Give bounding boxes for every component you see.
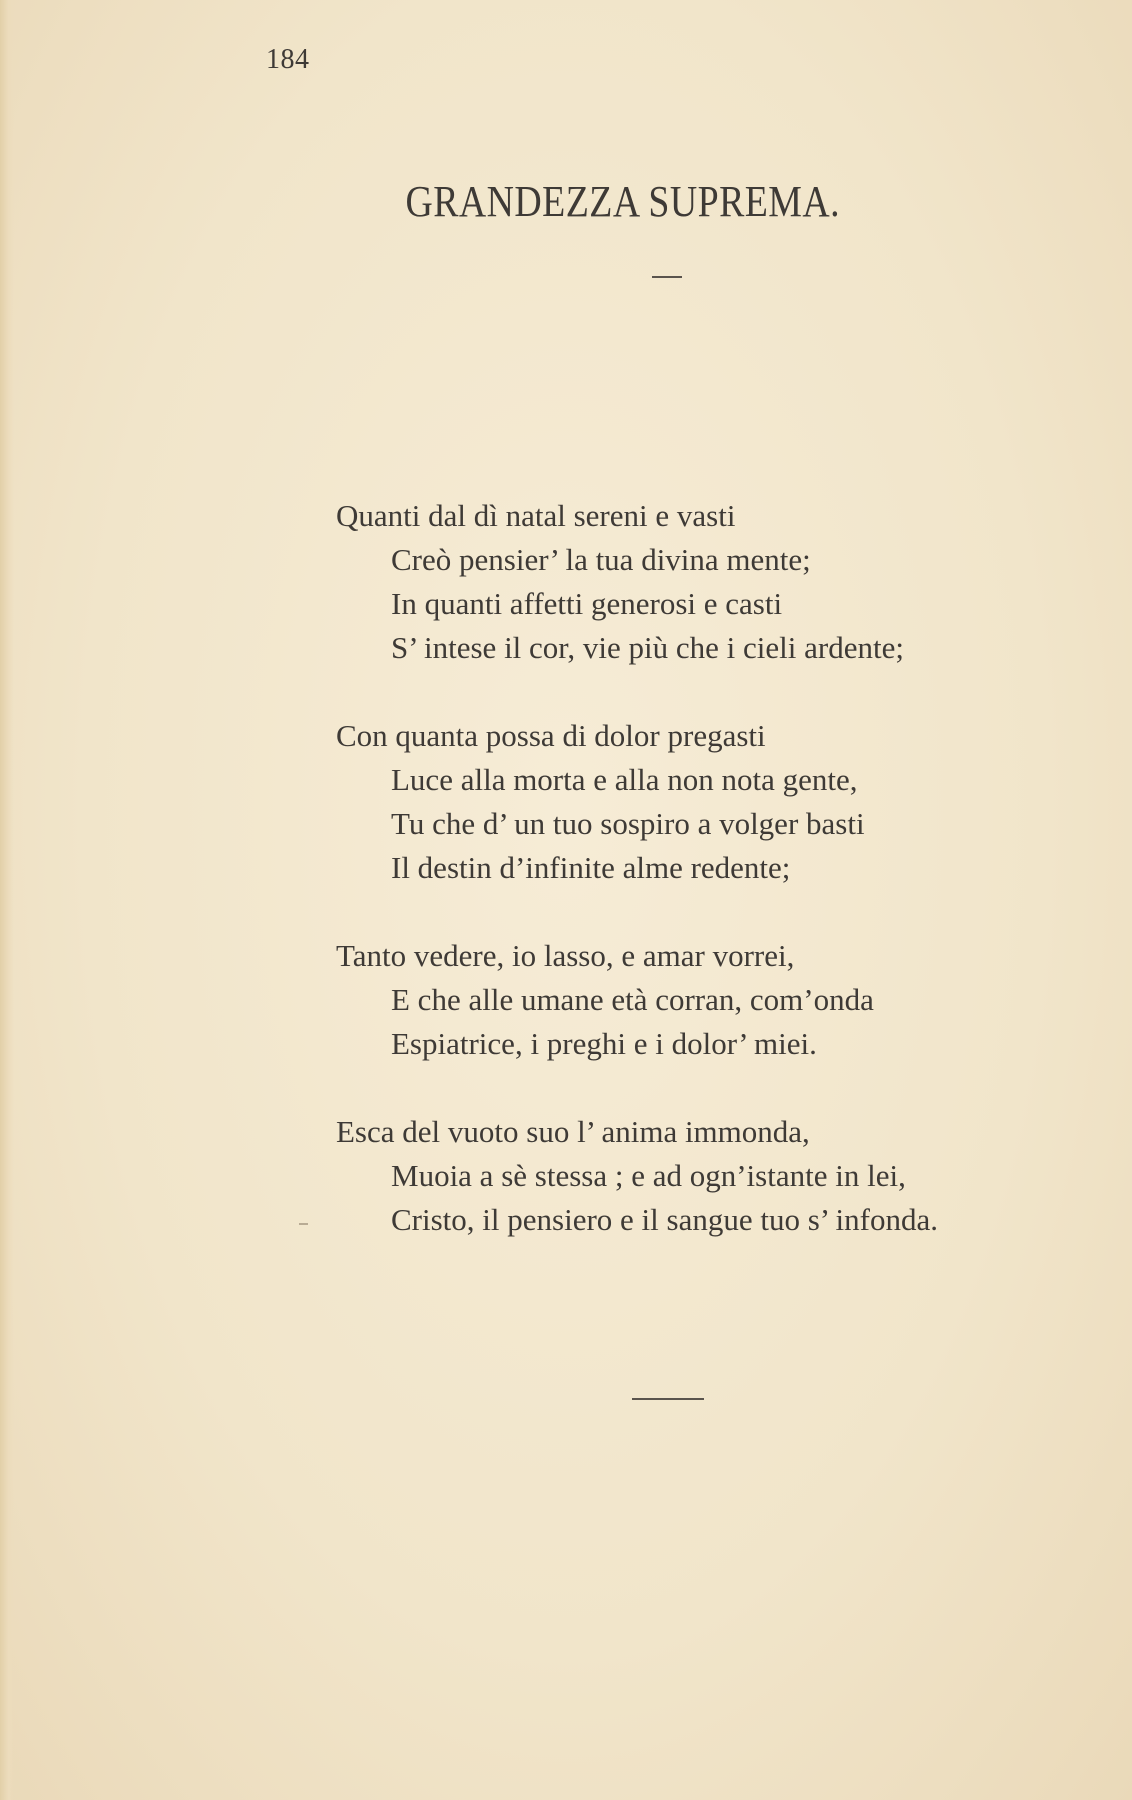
poem-line: Il destin d’infinite alme redente; bbox=[391, 850, 791, 885]
poem-line: Cristo, il pensiero e il sangue tuo s’ infonda. bbox=[391, 1202, 938, 1237]
poem-line: E che alle umane età corran, com’onda bbox=[391, 982, 874, 1017]
poem-line: Esca del vuoto suo l’ anima immonda, bbox=[336, 1114, 810, 1149]
stanza-4 bbox=[336, 1110, 938, 1242]
poem-line: Tanto vedere, io lasso, e amar vorrei, bbox=[336, 938, 795, 973]
poem-body bbox=[336, 494, 938, 1242]
stanza-1 bbox=[336, 494, 938, 670]
poem-line: Creò pensier’ la tua divina mente; bbox=[391, 542, 811, 577]
poem-line: Espiatrice, i preghi e i dolor’ miei. bbox=[391, 1026, 817, 1061]
poem-line: Tu che d’ un tuo sospiro a volger basti bbox=[391, 806, 865, 841]
poem-line: S’ intese il cor, vie più che i cieli ardente; bbox=[391, 630, 904, 665]
title-divider bbox=[652, 276, 682, 278]
poem-line: In quanti affetti generosi e casti bbox=[391, 586, 783, 621]
poem-line: Con quanta possa di dolor pregasti bbox=[336, 718, 766, 753]
poem-line: Muoia a sè stessa ; e ad ogn’istante in lei, bbox=[391, 1158, 906, 1193]
stanza-2 bbox=[336, 714, 938, 890]
page-binding-edge bbox=[0, 0, 14, 1800]
margin-mark bbox=[299, 1223, 308, 1225]
poem-line: Quanti dal dì natal sereni e vasti bbox=[336, 498, 736, 533]
poem-line: Luce alla morta e alla non nota gente, bbox=[391, 762, 858, 797]
end-divider bbox=[632, 1398, 704, 1400]
page-number: 184 bbox=[266, 44, 310, 75]
stanza-3 bbox=[336, 934, 938, 1066]
poem-title: GRANDEZZA SUPREMA. bbox=[405, 177, 841, 226]
